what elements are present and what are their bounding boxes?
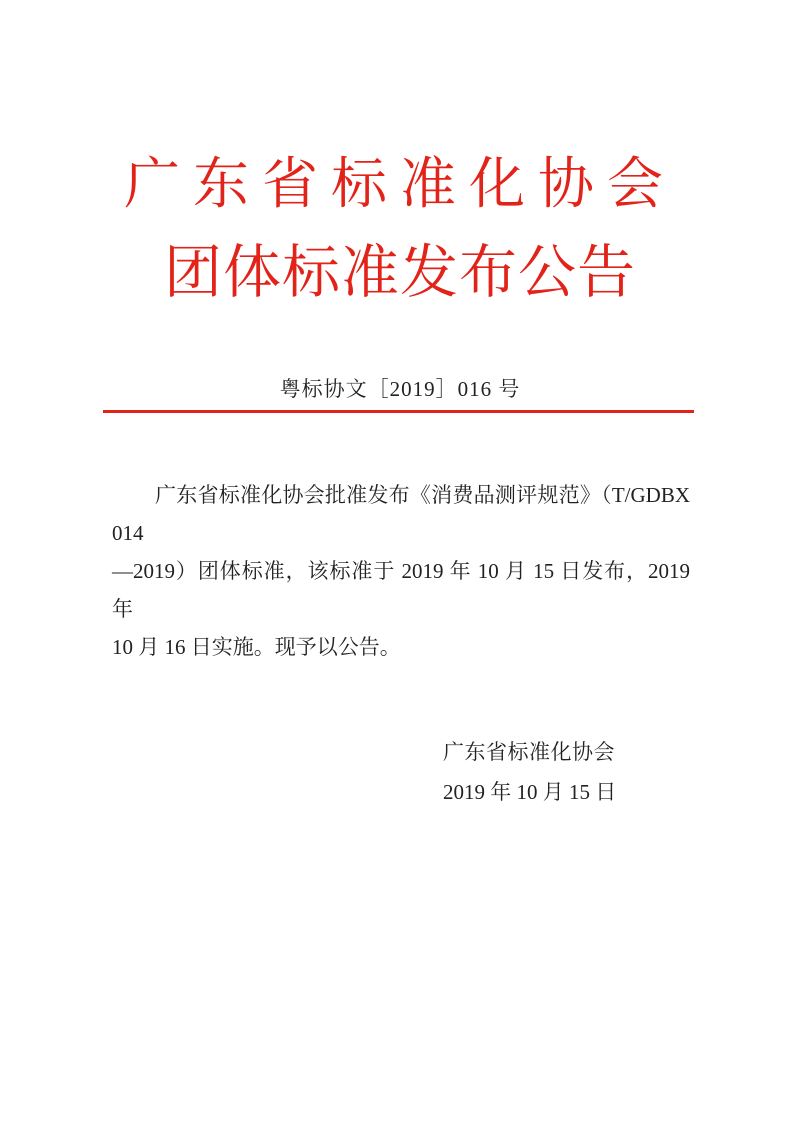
announcement-paragraph [112, 476, 690, 666]
document-title-line2: 团体标准发布公告 [163, 240, 636, 305]
paragraph-line-1: 广东省标准化协会批准发布《消费品测评规范》（T/GDBX 014 [112, 483, 690, 545]
red-divider-rule [103, 410, 694, 413]
signature-organization: 广东省标准化协会 [443, 740, 615, 764]
paragraph-line-3: 10 月 16 日实施。现予以公告。 [112, 635, 401, 659]
document-title-line1: 广东省标准化协会 [124, 154, 676, 216]
signature-date: 2019 年 10 月 15 日 [443, 780, 617, 804]
document-number: 粤标协文［2019］016 号 [279, 377, 521, 401]
signature-block [443, 740, 615, 804]
paragraph-line-2: —2019）团体标准，该标准于 2019 年 10 月 15 日发布，2019 年 [112, 559, 690, 621]
